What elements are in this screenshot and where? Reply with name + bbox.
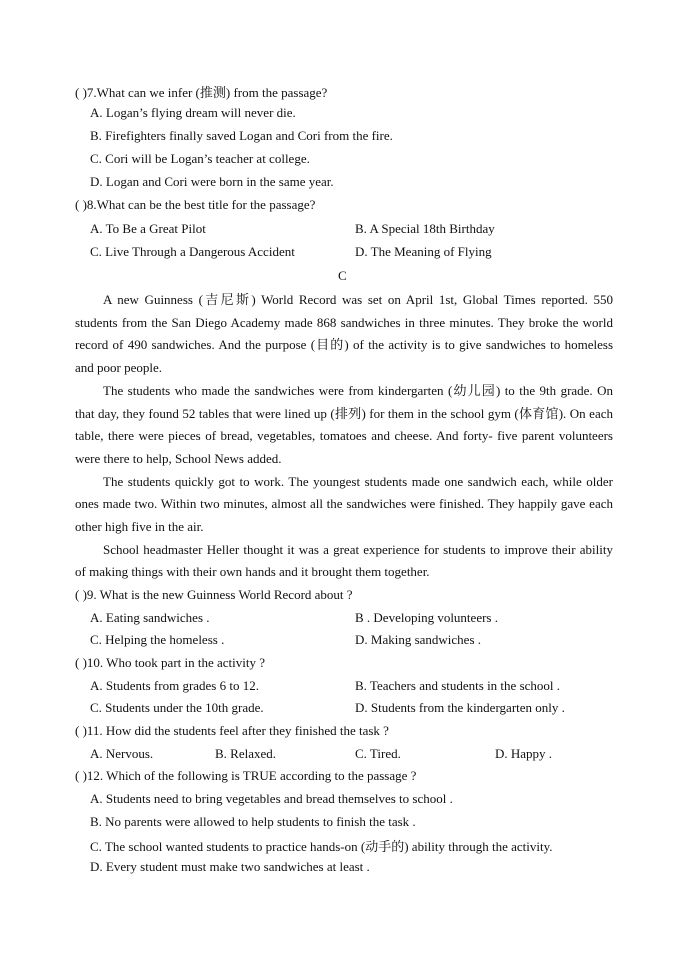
question-8-option-b: B. A Special 18th Birthday — [355, 221, 495, 236]
question-10-option-b: B. Teachers and students in the school . — [355, 678, 561, 693]
question-8-stem: ( )8.What can be the best title for the passage? — [75, 197, 316, 212]
question-8-option-a: A. To Be a Great Pilot — [90, 221, 206, 236]
question-12-option-a: A. Students need to bring vegetables and bread themselves to school . — [90, 791, 453, 806]
question-7-option-b: B. Firefighters finally saved Logan and Cori from the fire. — [90, 128, 393, 143]
question-11-stem: ( )11. How did the students feel after they finished the task ? — [75, 723, 389, 738]
question-11-option-a: A. Nervous. — [90, 746, 154, 761]
question-12-stem: ( )12. Which of the following is TRUE according to the passage ? — [75, 768, 417, 783]
question-8-option-c: C. Live Through a Dangerous Accident — [90, 244, 295, 259]
passage-paragraph: The students who made the sandwiches were from kindergarten (幼儿园) to the 9th grade. On that day, they found 52 tables that were lined up (排列) for them in the school gym (体育馆). On each table, there were pieces of bread, vegetables, tomatoes and cheese. And forty- five parent volunteers were there to help, School News added. — [75, 382, 613, 466]
passage-paragraph: A new Guinness (吉尼斯) World Record was set on April 1st, Global Times reported. 550 students from the San Diego Academy made 868 sandwiches in three minutes. They broke the world record of 490 sandwiches. And the purpose (目的) of the activity is to give sandwiches to homeless and poor people. — [75, 292, 613, 376]
question-10-option-a: A. Students from grades 6 to 12. — [90, 678, 259, 693]
question-11-option-b: B. Relaxed. — [215, 746, 277, 761]
question-10-option-c: C. Students under the 10th grade. — [90, 700, 264, 715]
passage-paragraph: The students quickly got to work. The youngest students made one sandwich each, while older ones made two. Within two minutes, almost all the sandwiches were finished. They happily gave each other high five in the air. — [75, 473, 613, 535]
question-9-option-c: C. Helping the homeless . — [90, 632, 225, 647]
question-9-option-b: B . Developing volunteers . — [355, 610, 498, 625]
reading-passage — [75, 289, 613, 584]
question-9-stem: ( )9. What is the new Guinness World Record about ? — [75, 587, 353, 602]
question-12-option-b: B. No parents were allowed to help students to finish the task . — [90, 814, 416, 829]
question-8-option-d: D. The Meaning of Flying — [355, 244, 492, 259]
question-11-option-d: D. Happy . — [495, 746, 553, 761]
question-9-option-d: D. Making sandwiches . — [355, 632, 482, 647]
question-10-option-d: D. Students from the kindergarten only . — [355, 700, 565, 715]
question-7-option-d: D. Logan and Cori were born in the same year. — [90, 174, 334, 189]
passage-paragraph: School headmaster Heller thought it was a great experience for students to improve their ability of making things with their own hands and it brought them together. — [75, 541, 613, 580]
section-label: C — [338, 268, 347, 283]
question-9-option-a: A. Eating sandwiches . — [90, 610, 210, 625]
question-7-option-a: A. Logan’s flying dream will never die. — [90, 105, 296, 120]
question-10-stem: ( )10. Who took part in the activity ? — [75, 655, 266, 670]
question-12-option-d: D. Every student must make two sandwiches at least . — [90, 859, 370, 874]
question-7-stem: ( )7.What can we infer (推测) from the passage? — [75, 85, 328, 100]
question-12-option-c: C. The school wanted students to practice hands-on (动手的) ability through the activity. — [90, 839, 553, 854]
question-7-option-c: C. Cori will be Logan’s teacher at college. — [90, 151, 310, 166]
question-11-option-c: C. Tired. — [355, 746, 401, 761]
